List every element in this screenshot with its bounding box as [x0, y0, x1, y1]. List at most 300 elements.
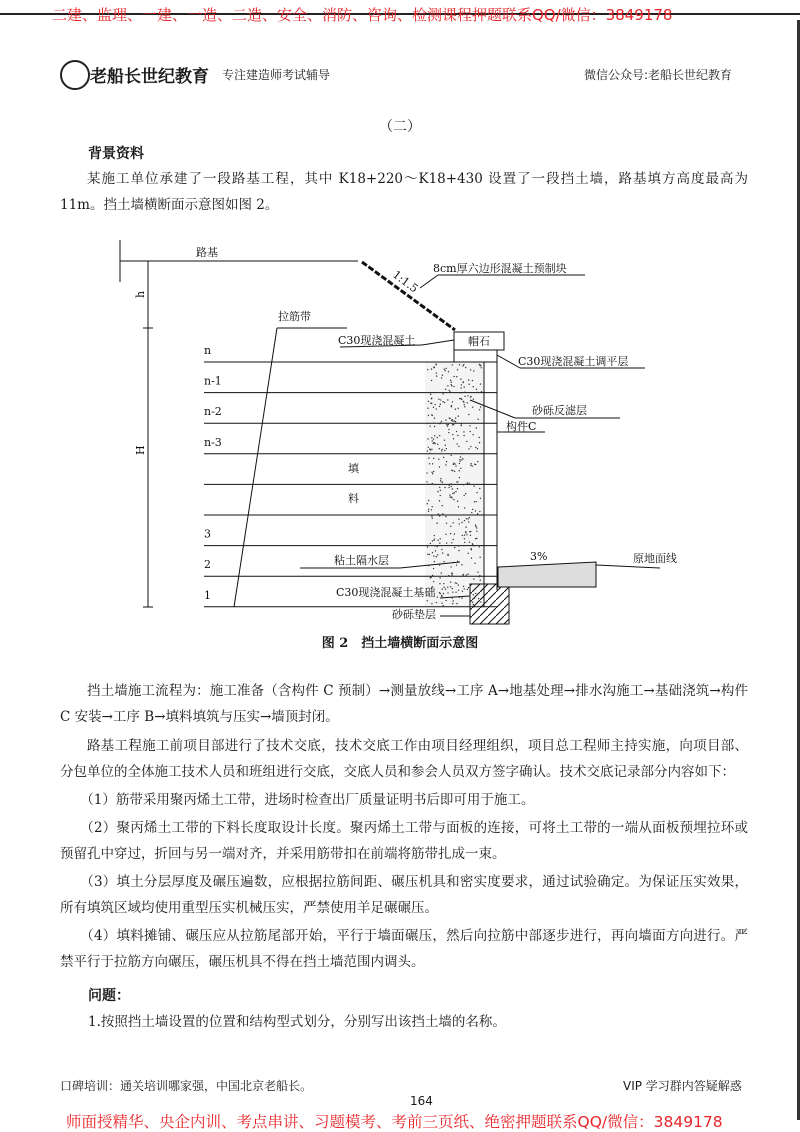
gravel-dot	[431, 515, 432, 516]
gravel-dot	[436, 372, 437, 373]
gravel-dot	[479, 557, 480, 558]
gravel-dot	[463, 431, 464, 432]
gravel-dot	[446, 542, 447, 543]
gravel-dot	[437, 596, 438, 597]
gravel-dot	[427, 438, 428, 439]
gravel-dot	[461, 423, 462, 424]
gravel-dot	[436, 375, 437, 376]
gravel-dot	[452, 420, 453, 421]
layer-label: n	[204, 344, 212, 357]
gravel-dot	[458, 584, 459, 585]
gravel-dot	[440, 404, 441, 405]
gravel-dot	[428, 565, 429, 566]
gravel-dot	[464, 520, 465, 521]
gravel-dot	[464, 538, 465, 539]
gravel-dot	[433, 442, 434, 443]
gravel-dot	[432, 473, 433, 474]
label-strip: 拉筋带	[278, 310, 311, 323]
gravel-dot	[448, 371, 449, 372]
gravel-dot	[452, 588, 453, 589]
gravel-dot	[435, 364, 436, 365]
brand-name: 老船长世纪教育	[90, 67, 209, 87]
gravel-dot	[445, 588, 446, 589]
gravel-dot	[462, 535, 463, 536]
gravel-dot	[458, 590, 459, 591]
gravel-dot	[447, 385, 448, 386]
gravel-dot	[439, 487, 440, 488]
gravel-dot	[470, 396, 471, 397]
gravel-dot	[468, 384, 469, 385]
gravel-dot	[469, 542, 470, 543]
gravel-dot	[445, 445, 446, 446]
gravel-dot	[442, 393, 443, 394]
gravel-dot	[444, 369, 445, 370]
gravel-dot	[443, 593, 444, 594]
disclosure-item: （2）聚丙烯土工带的下料长度取设计长度。聚丙烯土工带与面板的连接，可将土工带的一端从面板预埋拉环或预留孔中穿过，折回与另一端对齐，并采用筋带扣在前端将筋带扎成一束。	[60, 820, 748, 862]
gravel-dot	[441, 603, 442, 604]
gravel-dot	[471, 549, 472, 550]
gravel-dot	[450, 533, 451, 534]
label-precast-block: 8cm厚六边形混凝土预制块	[433, 262, 567, 275]
gravel-dot	[443, 583, 444, 584]
gravel-dot	[476, 492, 477, 493]
gravel-dot	[457, 408, 458, 409]
gravel-dot	[429, 448, 430, 449]
gravel-dot	[439, 500, 440, 501]
gravel-dot	[441, 482, 442, 483]
gravel-dot	[442, 552, 443, 553]
leveling-layer	[454, 350, 497, 362]
gravel-dot	[453, 522, 454, 523]
gravel-dot	[449, 418, 450, 419]
label-clay: 粘土隔水层	[334, 554, 389, 567]
gravel-dot	[477, 461, 478, 462]
gravel-dot	[465, 367, 466, 368]
gravel-dot	[441, 505, 442, 506]
top-watermark-text: 二建、监理、一建、一造、二造、安全、消防、咨询、检测课程押题联系QQ/微信：3849178	[52, 6, 673, 24]
label-h: h	[134, 290, 147, 298]
gravel-dot	[452, 470, 453, 471]
gravel-dot	[432, 463, 433, 464]
gravel-dot	[455, 582, 456, 583]
gravel-dot	[442, 513, 443, 514]
label-fill-1: 填	[348, 462, 359, 475]
gravel-dot	[458, 519, 459, 520]
gravel-dot	[459, 477, 460, 478]
label-cap-stone: 帽石	[468, 335, 490, 348]
gravel-dot	[459, 461, 460, 462]
label-filter: 砂砾反滤层	[532, 404, 587, 417]
gravel-dot	[444, 370, 445, 371]
label-fill-2: 料	[348, 492, 359, 505]
gravel-dot	[438, 459, 439, 460]
label-component-c: 构件C	[506, 420, 537, 433]
gravel-dot	[427, 546, 428, 547]
gravel-dot	[447, 425, 448, 426]
gravel-dot	[428, 457, 429, 458]
gravel-dot	[439, 406, 440, 407]
gravel-dot	[451, 486, 452, 487]
gravel-dot	[463, 364, 464, 365]
gravel-dot	[461, 453, 462, 454]
gravel-dot	[461, 522, 462, 523]
disclosure-item: （3）填土分层厚度及碾压遍数，应根据拉筋间距、碾压机具和密实度要求，通过试验确定。为保证压实效果，所有填筑区域均使用重型压实机械压实，严禁使用羊足碾碾压。	[60, 874, 748, 916]
gravel-dot	[439, 577, 440, 578]
gravel-dot	[459, 463, 460, 464]
gravel-dot	[434, 535, 435, 536]
gravel-dot	[447, 554, 448, 555]
gravel-dot	[456, 431, 457, 432]
figure-caption: 图 2 挡土墙横断面示意图	[321, 636, 479, 651]
gravel-dot	[476, 389, 477, 390]
gravel-dot	[473, 594, 474, 595]
gravel-dot	[480, 498, 481, 499]
gravel-dot	[473, 399, 474, 400]
gravel-dot	[464, 396, 465, 397]
label-foundation: C30现浇混凝土基础	[336, 586, 436, 599]
gravel-dot	[471, 557, 472, 558]
gravel-dot	[429, 554, 430, 555]
gravel-dot	[431, 398, 432, 399]
gravel-dot	[446, 448, 447, 449]
gravel-dot	[480, 580, 481, 581]
gravel-dot	[444, 487, 445, 488]
gravel-dot	[445, 464, 446, 465]
gravel-dot	[428, 447, 429, 448]
gravel-dot	[475, 593, 476, 594]
gravel-dot	[458, 415, 459, 416]
gravel-dot	[435, 550, 436, 551]
gravel-dot	[470, 463, 471, 464]
footer-left: 口碑培训：通关培训哪家强，中国北京老船长。	[60, 1079, 313, 1093]
gravel-dot	[450, 586, 451, 587]
gravel-dot	[453, 438, 454, 439]
gravel-dot	[439, 583, 440, 584]
gravel-dot	[431, 483, 432, 484]
section-title: （二）	[379, 119, 421, 135]
gravel-dot	[450, 581, 451, 582]
gravel-dot	[441, 549, 442, 550]
gravel-dot	[441, 572, 442, 573]
gravel-dot	[456, 564, 457, 565]
layer-label: n-3	[204, 435, 222, 449]
gravel-dot	[464, 534, 465, 535]
gravel-dot	[464, 406, 465, 407]
gravel-dot	[445, 389, 446, 390]
strip-line	[234, 328, 277, 607]
gravel-dot	[475, 510, 476, 511]
gravel-dot	[434, 538, 435, 539]
gravel-dot	[446, 523, 447, 524]
layer-label: n-2	[204, 405, 222, 419]
paragraph-disclosure: 路基工程施工前项目部进行了技术交底，技术交底工作由项目经理组织，项目总工程师主持实施，向项目部、分包单位的全体施工技术人员和班组进行交底，交底人员和参会人员双方签字确认。技术交底记录部分内容如下：	[60, 738, 748, 780]
gravel-dot	[452, 591, 453, 592]
gravel-dot	[468, 379, 469, 380]
gravel-dot	[463, 435, 464, 436]
gravel-dot	[455, 409, 456, 410]
gravel-dot	[451, 574, 452, 575]
gravel-dot	[479, 488, 480, 489]
gravel-dot	[480, 406, 481, 407]
gravel-dot	[466, 518, 467, 519]
gravel-dot	[479, 365, 480, 366]
header-wechat: 微信公众号:老船长世纪教育	[584, 68, 733, 82]
gravel-dot	[451, 542, 452, 543]
gravel-dot	[473, 370, 474, 371]
gravel-dot	[445, 419, 446, 420]
gravel-dot	[479, 409, 480, 410]
footer-right: VIP 学习群内答疑解惑	[623, 1079, 742, 1093]
gravel-dot	[450, 380, 451, 381]
gravel-dot	[472, 406, 473, 407]
gravel-dot	[427, 408, 428, 409]
gravel-dot	[431, 437, 432, 438]
gravel-dot	[434, 404, 435, 405]
gravel-dot	[452, 488, 453, 489]
gravel-dot	[477, 572, 478, 573]
gravel-dot	[470, 369, 471, 370]
gravel-dot	[439, 466, 440, 467]
gravel-dot	[457, 561, 458, 562]
gravel-dot	[447, 592, 448, 593]
gravel-dot	[454, 463, 455, 464]
gravel-dot	[462, 458, 463, 459]
gravel-dot	[481, 391, 482, 392]
gravel-dot	[433, 471, 434, 472]
gravel-dot	[444, 450, 445, 451]
gravel-dot	[466, 574, 467, 575]
gravel-dot	[469, 425, 470, 426]
gravel-dot	[470, 431, 471, 432]
gravel-dot	[462, 575, 463, 576]
disclosure-item: （1）筋带采用聚丙烯土工带，进场时检查出厂质量证明书后即可用于施工。	[80, 792, 535, 808]
gravel-dot	[450, 566, 451, 567]
gravel-dot	[477, 513, 478, 514]
gravel-dot	[440, 490, 441, 491]
gravel-dot	[426, 472, 427, 473]
gravel-dot	[451, 384, 452, 385]
gravel-dot	[437, 444, 438, 445]
intro-paragraph: 某施工单位承建了一段路基工程，其中 K18+220～K18+430 设置了一段挡土墙，路基填方高度最高为 11m。挡土墙横断面示意图如图 2。	[60, 171, 748, 213]
gravel-dot	[434, 545, 435, 546]
header-tagline: 专注建造师考试辅导	[222, 68, 331, 82]
gravel-dot	[441, 588, 442, 589]
gravel-dot	[476, 538, 477, 539]
gravel-dot	[479, 511, 480, 512]
gravel-dot	[440, 399, 441, 400]
layer-label: 1	[204, 588, 211, 602]
gravel-dot	[474, 501, 475, 502]
gravel-dot	[455, 465, 456, 466]
gravel-dot	[442, 401, 443, 402]
gravel-dot	[448, 390, 449, 391]
gravel-dot	[470, 465, 471, 466]
gravel-dot	[433, 568, 434, 569]
gravel-dot	[467, 402, 468, 403]
gravel-dot	[479, 364, 480, 365]
gravel-dot	[461, 384, 462, 385]
gravel-dot	[459, 597, 460, 598]
gravel-dot	[477, 448, 478, 449]
gravel-dot	[436, 522, 437, 523]
gravel-dot	[459, 523, 460, 524]
gravel-dot	[442, 605, 443, 606]
gravel-dot	[449, 496, 450, 497]
gravel-dot	[439, 448, 440, 449]
label-cap-concrete: C30现浇混凝土	[338, 334, 416, 347]
gravel-dot	[431, 380, 432, 381]
gravel-dot	[463, 381, 464, 382]
gravel-dot	[428, 401, 429, 402]
gravel-dot	[437, 491, 438, 492]
main-text	[60, 678, 748, 1035]
gravel-dot	[454, 420, 455, 421]
gravel-dot	[472, 509, 473, 510]
gravel-dot	[465, 526, 466, 527]
gravel-dot	[467, 395, 468, 396]
gravel-dot	[458, 550, 459, 551]
gravel-dot	[437, 437, 438, 438]
gravel-dot	[461, 459, 462, 460]
gravel-dot	[468, 521, 469, 522]
gravel-dot	[427, 450, 428, 451]
gravel-dot	[428, 415, 429, 416]
gravel-dot	[467, 589, 468, 590]
gravel-dot	[468, 448, 469, 449]
gravel-dot	[441, 449, 442, 450]
gravel-dot	[451, 382, 452, 383]
disclosure-item: （4）填料摊铺、碾压应从拉筋尾部开始，平行于墙面碾压，然后向拉筋中部逐步进行，再向墙面方向进行。严禁平行于拉筋方向碾压，碾压机具不得在挡土墙范围内调头。	[60, 928, 748, 970]
gravel-dot	[464, 404, 465, 405]
leader-precast	[420, 275, 438, 288]
gravel-dot	[462, 365, 463, 366]
gravel-dot	[474, 563, 475, 564]
label-slope: 1:1.5	[390, 268, 421, 296]
gravel-dot	[473, 386, 474, 387]
gravel-dot	[437, 554, 438, 555]
gravel-dot	[440, 538, 441, 539]
gravel-dot	[454, 533, 455, 534]
gravel-dot	[450, 483, 451, 484]
gravel-dot	[432, 575, 433, 576]
gravel-dot	[479, 546, 480, 547]
gravel-dot	[477, 392, 478, 393]
gravel-dot	[452, 419, 453, 420]
gravel-dot	[434, 561, 435, 562]
gravel-dot	[441, 450, 442, 451]
gravel-dot	[453, 376, 454, 377]
gravel-dot	[434, 417, 435, 418]
gravel-dot	[454, 492, 455, 493]
gravel-dot	[476, 427, 477, 428]
gravel-dot	[472, 465, 473, 466]
gravel-dot	[431, 603, 432, 604]
gravel-dot	[429, 463, 430, 464]
gravel-dot	[468, 587, 469, 588]
label-H: H	[134, 445, 147, 455]
gravel-dot	[454, 471, 455, 472]
gravel-dot	[438, 513, 439, 514]
gravel-dot	[433, 407, 434, 408]
gravel-dot	[479, 437, 480, 438]
layer-label: n-1	[204, 374, 222, 388]
gravel-dot	[432, 540, 433, 541]
gravel-dot	[433, 422, 434, 423]
gravel-dot	[460, 392, 461, 393]
gravel-dot	[471, 545, 472, 546]
gravel-dot	[449, 494, 450, 495]
gravel-dot	[431, 472, 432, 473]
gravel-dot	[470, 446, 471, 447]
gravel-dot	[442, 375, 443, 376]
gravel-dot	[468, 553, 469, 554]
gravel-dot	[460, 456, 461, 457]
gravel-dot	[463, 484, 464, 485]
gravel-dot	[431, 368, 432, 369]
gravel-dot	[429, 453, 430, 454]
gravel-dot	[432, 440, 433, 441]
gravel-dot	[427, 369, 428, 370]
label-leveling: C30现浇混凝土调平层	[518, 355, 629, 368]
gravel-dot	[476, 527, 477, 528]
gravel-dot	[444, 402, 445, 403]
gravel-dot	[473, 604, 474, 605]
gravel-dot	[474, 598, 475, 599]
gravel-dot	[452, 603, 453, 604]
gravel-dot	[470, 535, 471, 536]
gravel-dot	[436, 546, 437, 547]
gravel-dot	[455, 421, 456, 422]
gravel-dot	[437, 539, 438, 540]
gravel-dot	[455, 491, 456, 492]
gravel-dot	[457, 369, 458, 370]
gravel-dot	[428, 484, 429, 485]
gravel-dot	[430, 394, 431, 395]
gravel-dot	[443, 457, 444, 458]
gravel-dot	[445, 368, 446, 369]
gravel-dot	[453, 499, 454, 500]
gravel-dot	[468, 483, 469, 484]
gravel-dot	[446, 424, 447, 425]
gravel-dot	[448, 424, 449, 425]
gravel-dot	[439, 515, 440, 516]
gravel-dot	[445, 600, 446, 601]
gravel-dot	[474, 464, 475, 465]
gravel-dot	[428, 511, 429, 512]
gravel-dot	[430, 577, 431, 578]
gravel-dot	[459, 470, 460, 471]
gravel-dot	[446, 461, 447, 462]
gravel-dot	[460, 379, 461, 380]
gravel-dot	[448, 487, 449, 488]
gravel-dot	[468, 414, 469, 415]
gravel-dot	[475, 538, 476, 539]
gravel-dot	[429, 425, 430, 426]
gravel-dot	[465, 493, 466, 494]
gravel-dot	[452, 539, 453, 540]
label-cushion: 砂砾垫层	[392, 608, 436, 621]
gravel-dot	[443, 587, 444, 588]
gravel-dot	[432, 552, 433, 553]
gravel-dot	[440, 495, 441, 496]
gravel-dot	[456, 603, 457, 604]
gravel-dot	[433, 438, 434, 439]
gravel-dot	[447, 399, 448, 400]
gravel-dot	[427, 503, 428, 504]
gravel-dot	[459, 398, 460, 399]
gravel-dot	[428, 500, 429, 501]
ground-gravel	[498, 562, 596, 587]
